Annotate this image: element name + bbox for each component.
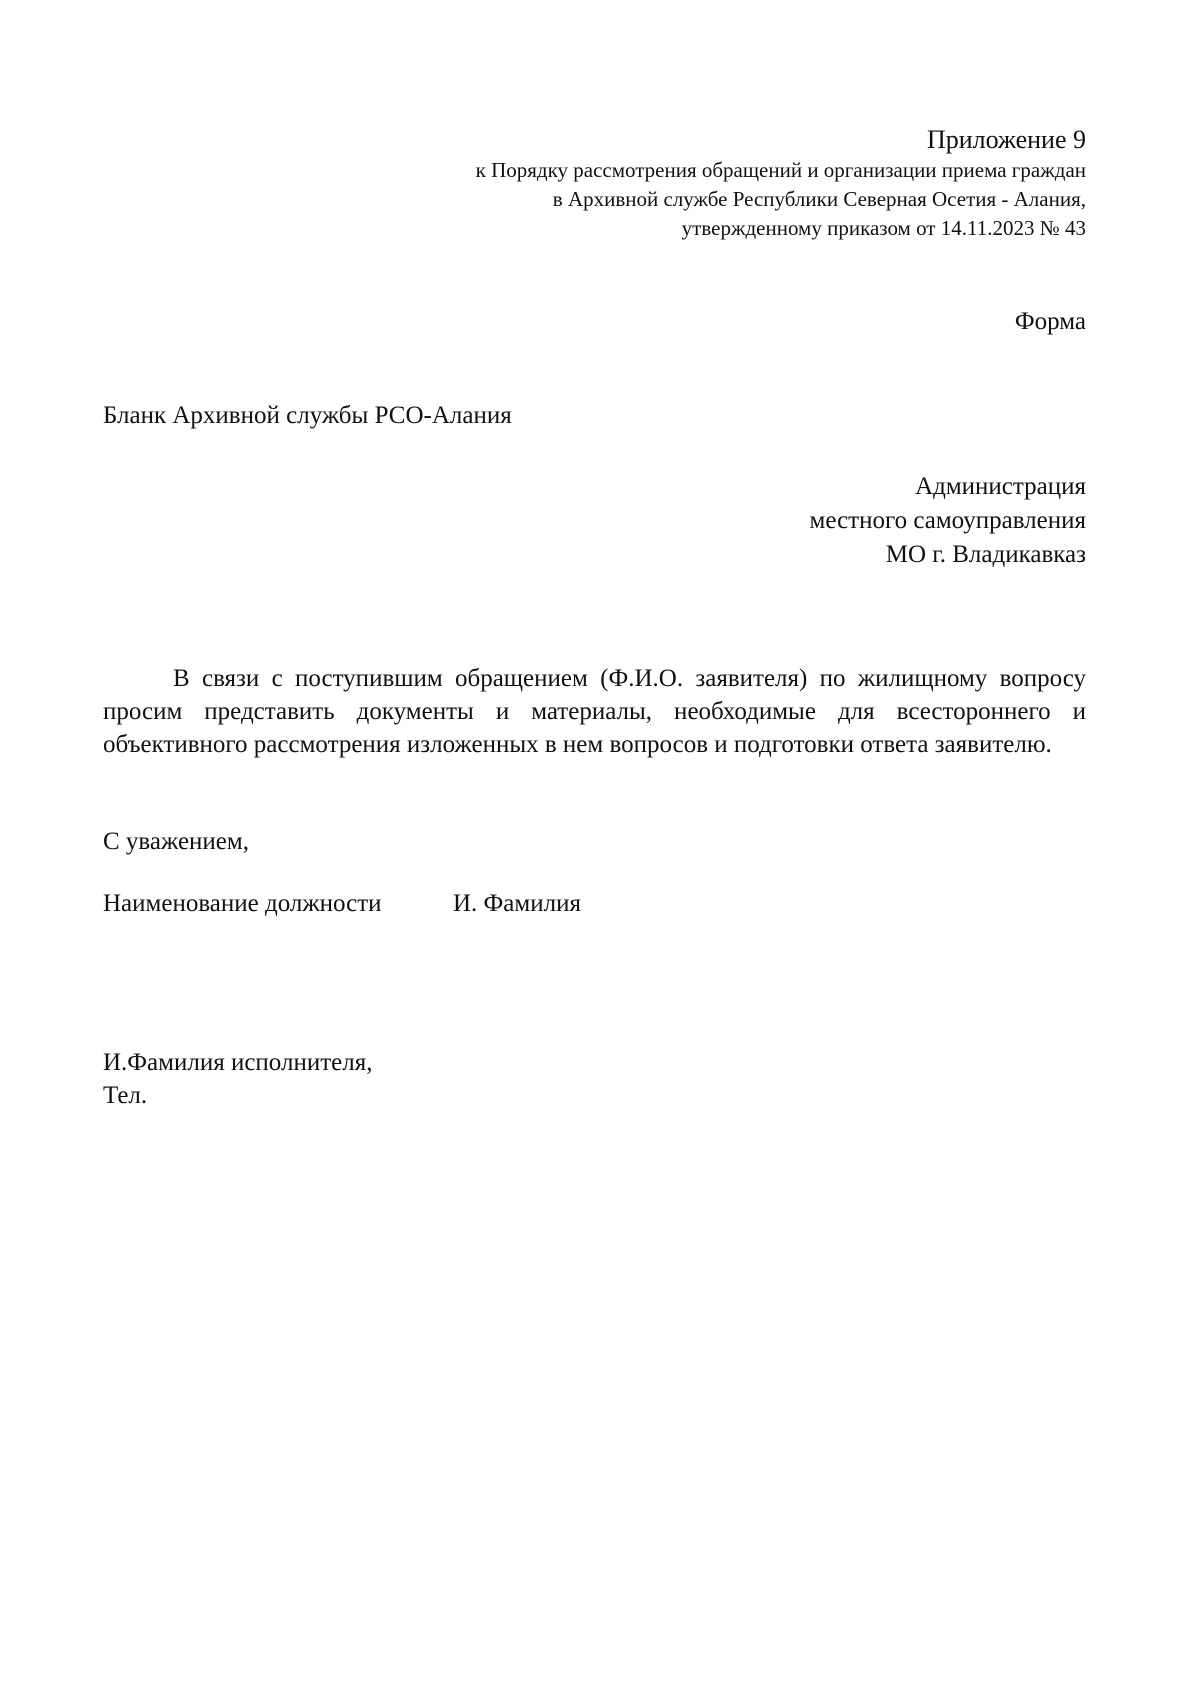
- executor-name: И.Фамилия исполнителя,: [103, 1049, 373, 1076]
- annex-title: Приложение 9: [926, 125, 1086, 154]
- executor-phone: Тел.: [103, 1082, 148, 1109]
- signatory-position: Наименование должности: [103, 890, 382, 917]
- form-label: Форма: [1014, 308, 1086, 335]
- annex-header: [326, 124, 1086, 243]
- executor-block: [103, 1046, 372, 1112]
- closing-regards: С уважением,: [103, 828, 249, 855]
- annex-line: к Порядку рассмотрения обращений и организации приема граждан: [475, 158, 1086, 182]
- letter-body: В связи с поступившим обращением (Ф.И.О. заявителя) по жилищному вопросу просим представить документы и материалы, необходимые для всестороннего и объективного рассмотрения изложенных в нем вопросов и подготовки ответа заявителю.: [103, 665, 1086, 758]
- signatory-name: И. Фамилия: [453, 890, 581, 917]
- addressee-line: МО г. Владикавказ: [885, 541, 1086, 568]
- addressee-line: Администрация: [915, 473, 1086, 500]
- addressee-line: местного самоуправления: [809, 507, 1086, 534]
- letterhead: Бланк Архивной службы РСО-Алания: [103, 402, 512, 429]
- annex-line: утвержденному приказом от 14.11.2023 № 43: [681, 216, 1086, 240]
- addressee-block: [586, 470, 1086, 572]
- annex-line: в Архивной службе Республики Северная Осетия - Алания,: [552, 187, 1086, 211]
- signature-row: [103, 889, 581, 919]
